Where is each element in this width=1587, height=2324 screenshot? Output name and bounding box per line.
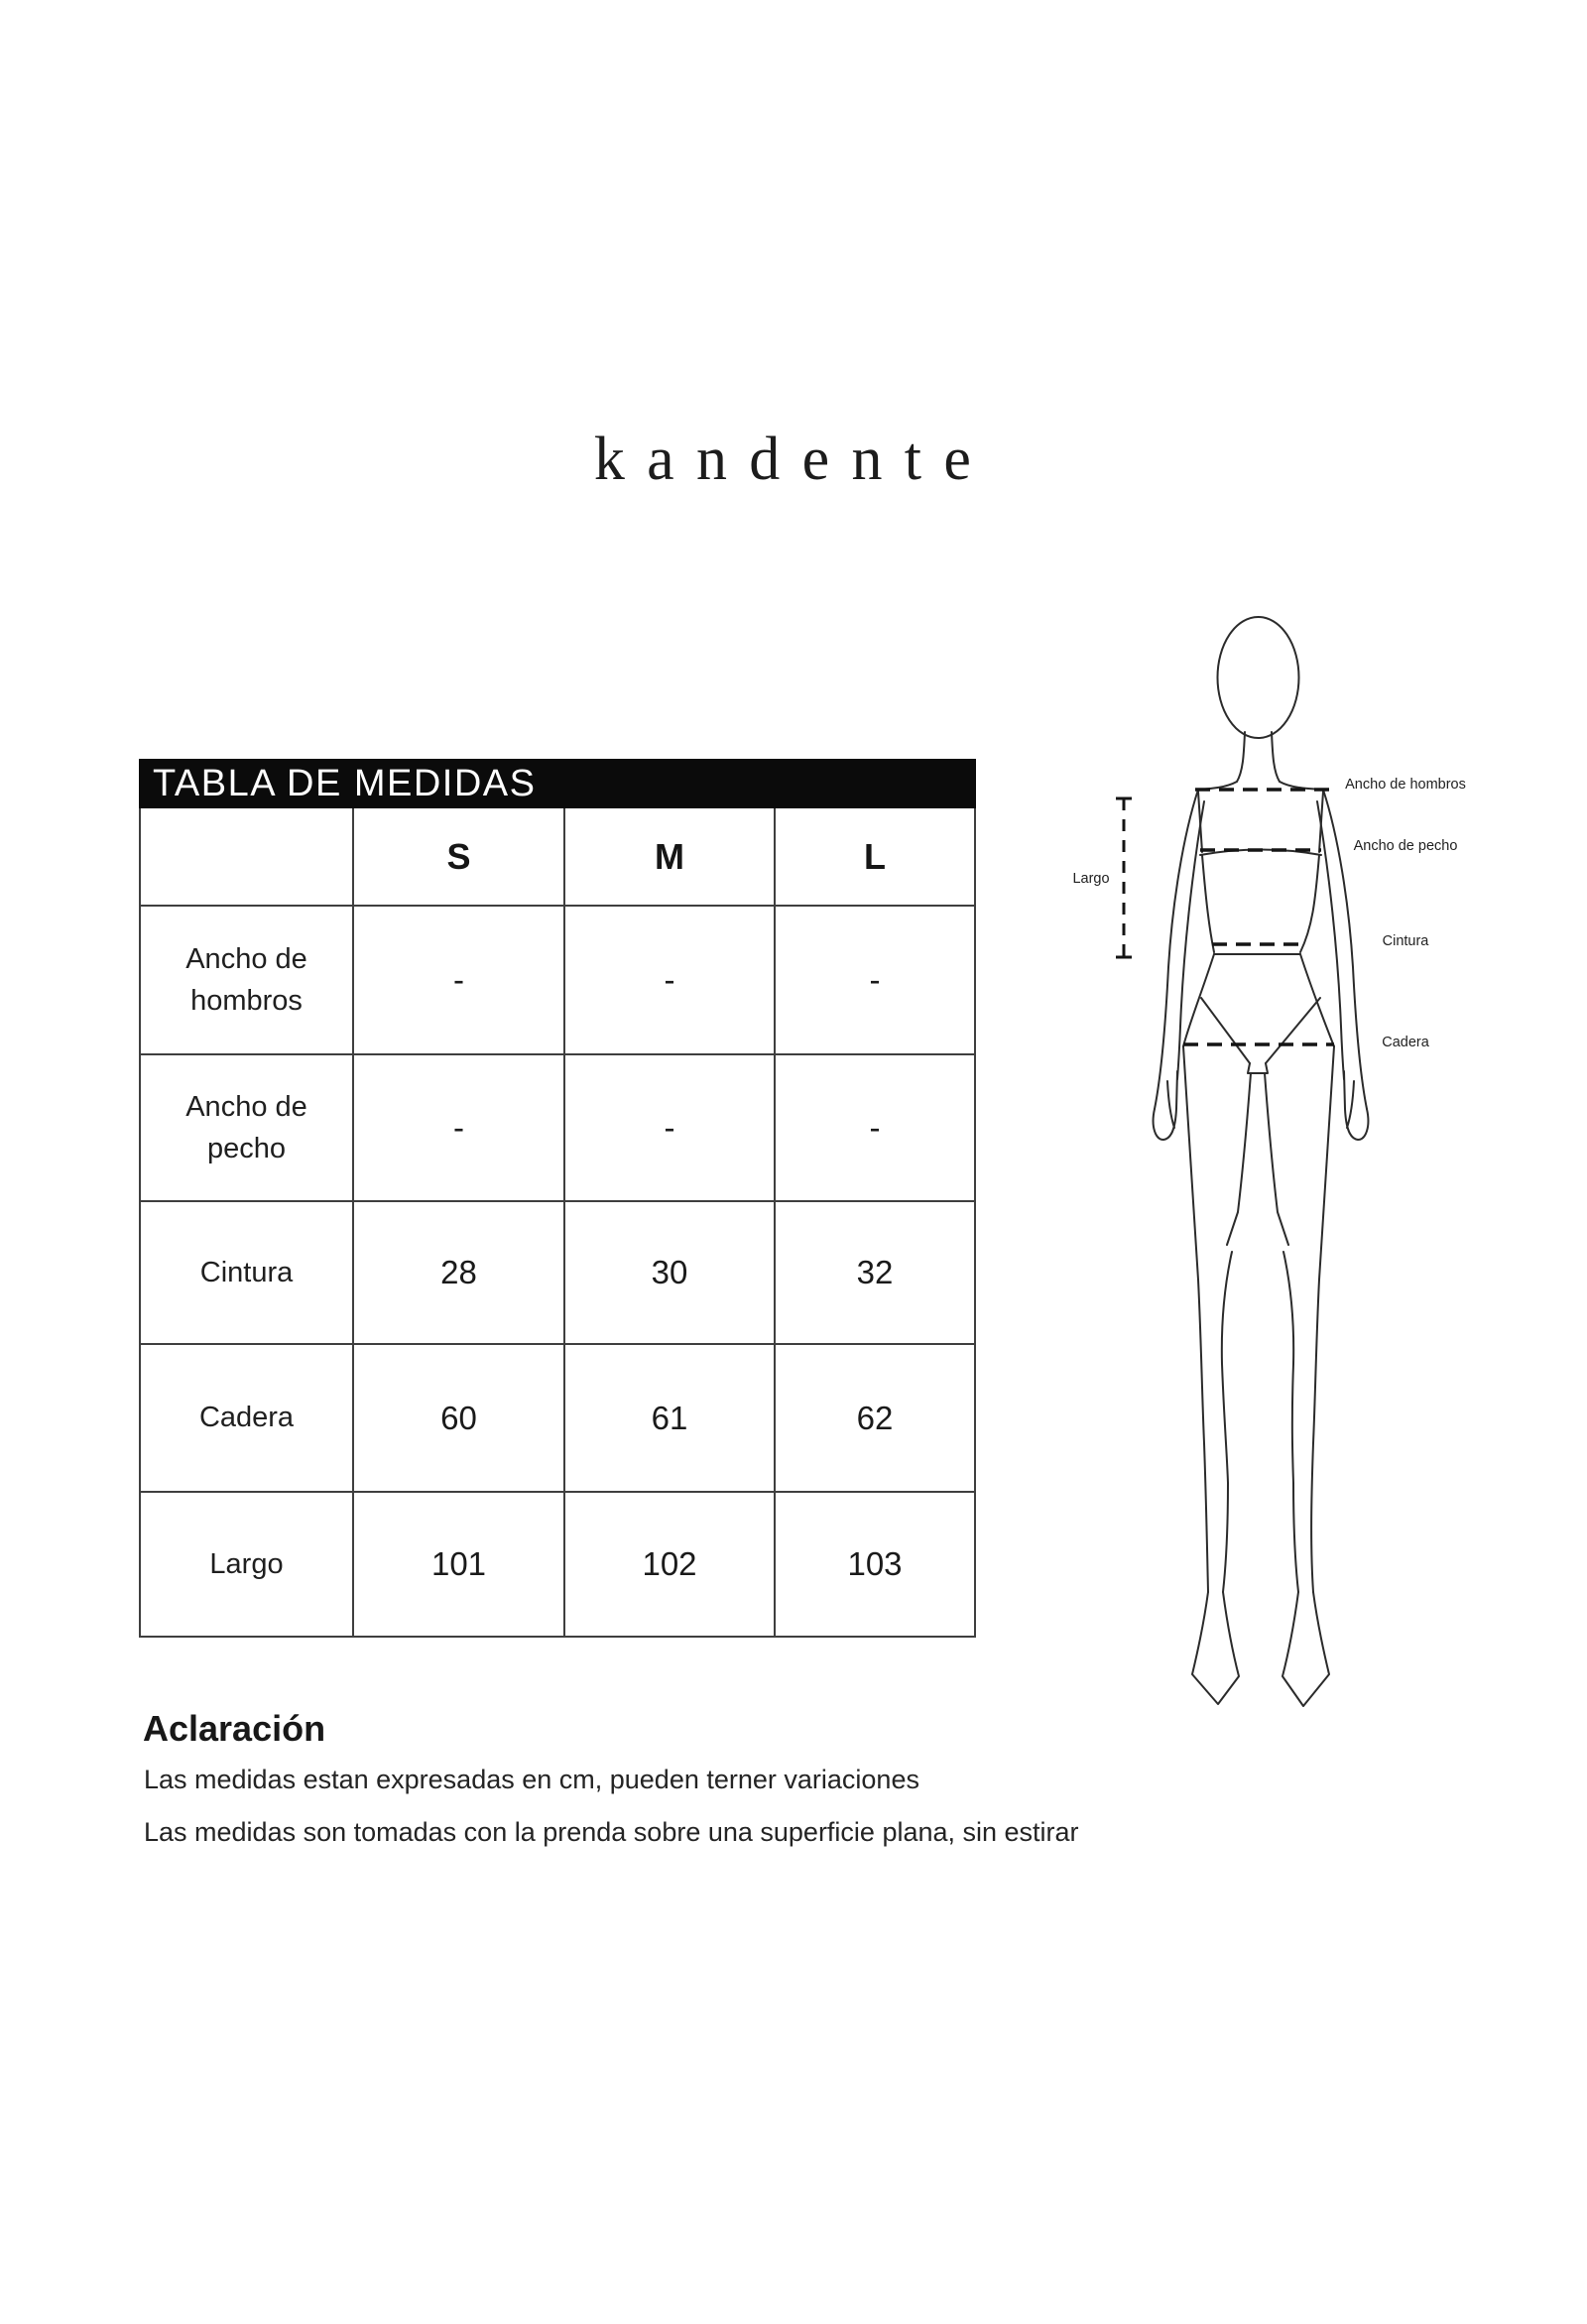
figure-label-shoulders: Ancho de hombros (1345, 777, 1466, 793)
mannequin-figure-diagram (1081, 605, 1438, 1716)
brand-logo: kandente (593, 426, 994, 493)
figure-label-waist: Cintura (1382, 933, 1429, 949)
size-table-grid (139, 808, 976, 1638)
cell-ancho-hombros-m: - (565, 907, 776, 1055)
cell-cintura-m: 30 (565, 1202, 776, 1345)
cell-ancho-pecho-s: - (354, 1055, 565, 1202)
note-line-2: Las medidas son tomadas con la prenda sobre una superficie plana, sin estirar (144, 1817, 1079, 1847)
row-label-cintura: Cintura (141, 1202, 354, 1345)
cell-cadera-l: 62 (776, 1345, 974, 1493)
row-label-ancho-hombros: Ancho de hombros (141, 907, 354, 1055)
figure-label-length: Largo (1072, 871, 1110, 887)
cell-cintura-l: 32 (776, 1202, 974, 1345)
row-label-cadera: Cadera (141, 1345, 354, 1493)
cell-ancho-pecho-m: - (565, 1055, 776, 1202)
cell-ancho-pecho-l: - (776, 1055, 974, 1202)
notes-heading: Aclaración (143, 1708, 326, 1749)
figure-legs (1183, 1046, 1334, 1706)
cell-cadera-m: 61 (565, 1345, 776, 1493)
col-header-m: M (565, 808, 776, 907)
cell-largo-l: 103 (847, 1545, 903, 1582)
figure-label-chest: Ancho de pecho (1353, 838, 1458, 854)
corner-cell (141, 808, 354, 907)
size-table (139, 759, 976, 1638)
note-line-1: Las medidas estan expresadas en cm, pueden terner variaciones (144, 1765, 919, 1794)
cell-ancho-hombros-s: - (354, 907, 565, 1055)
figure-hips (1201, 998, 1320, 1073)
cell-largo-m: 102 (565, 1493, 776, 1636)
figure-head (1218, 617, 1299, 782)
size-table-title: TABLA DE MEDIDAS (139, 759, 976, 808)
figure-label-hips: Cadera (1382, 1035, 1429, 1050)
col-header-l: L (776, 808, 974, 907)
cell-cadera-s: 60 (354, 1345, 565, 1493)
cell-ancho-hombros-l: - (776, 907, 974, 1055)
cell-cintura-s: 28 (354, 1202, 565, 1345)
row-label-largo: Largo (141, 1493, 354, 1636)
row-label-ancho-pecho: Ancho de pecho (141, 1055, 354, 1202)
col-header-s: S (354, 808, 565, 907)
cell-largo-s: 101 (354, 1493, 565, 1636)
